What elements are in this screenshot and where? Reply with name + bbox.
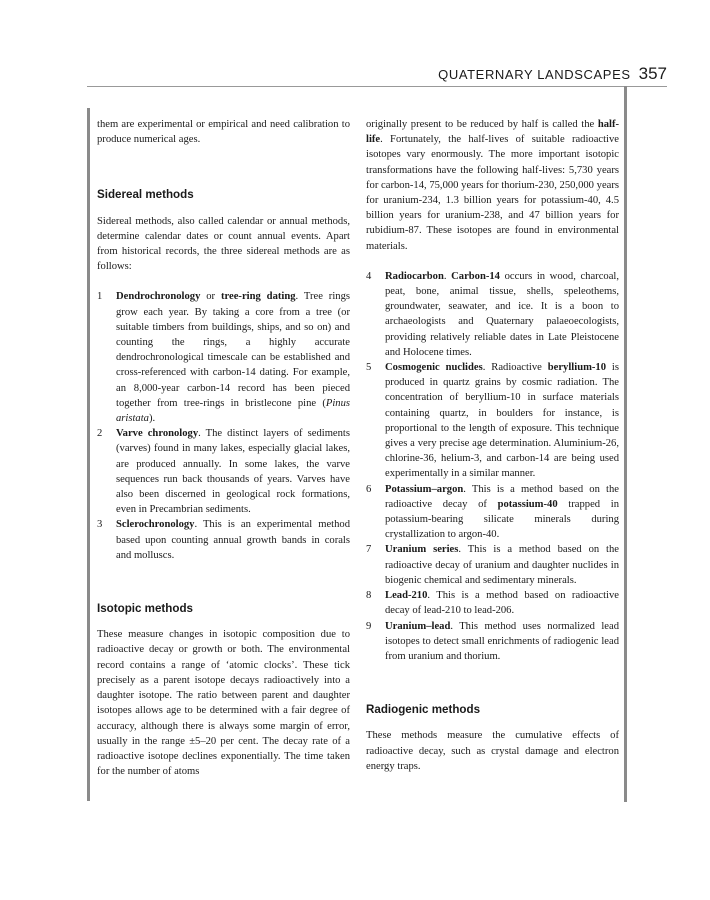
list-item: 5 Cosmogenic nuclides. Radioactive beryllium-10 is produced in quartz grains by cosmic radiation. The concentration of beryllium-10 in surface materials containing quartz, in boulders for instance, is proportional to the length of exposure. This technique gives a very precise age determination. Aluminium-26, chlorine-36, helium-3, and carbon-14 are being used experimentally in a similar manner. — [366, 362, 619, 480]
list-item: 6 Potassium–argon. This is a method based on the radioactive decay of potassium-40 trapped in potassium-bearing silicate minerals during crystallization to argon-40. — [366, 483, 619, 541]
radiogenic-paragraph: These methods measure the cumulative effects of radioactive decay, such as crystal damage and electron energy traps. — [366, 730, 619, 772]
item-text: occurs in wood, charcoal, peat, bone, animal tissue, shells, speleothems, groundwater, seawater, and ice. It is a boon to archaeologists and Quaternary palaeoecologists, providing relatively reliable dates in Late Pleistocene and Holocene times. — [385, 270, 619, 358]
sidereal-paragraph: Sidereal methods, also called calendar or annual methods, determine calendar dates or count annual events. Apart from historical records, the three sidereal methods are as follows: — [97, 215, 350, 273]
item-number: 8 — [366, 590, 372, 602]
item-term: Carbon-14 — [451, 270, 500, 282]
item-number: 2 — [97, 428, 103, 440]
list-item — [97, 517, 350, 563]
item-number: 3 — [97, 519, 103, 531]
item-term: Uranium–lead — [385, 620, 451, 632]
page-number: 357 — [638, 64, 667, 83]
list-item — [366, 542, 619, 588]
item-term: potassium-40 — [497, 498, 558, 510]
half-life-paragraph: originally present to be reduced by half is called the half-life. Fortunately, the half-lives of suitable radioactive isotopes vary enormously. The more important isotopic transformations have the following half-lives: 5,730 years for carbon-14, 75,000 years for thorium-230, 250,000 years for uranium-234, 1.3 billion years for potassium-40, 4.5 billion years for uranium-238, and 47 billion years for rubidium-87. These isotopes are found in environmental materials. — [366, 119, 619, 252]
item-term: Uranium series — [385, 544, 459, 556]
item-term: beryllium-10 — [547, 362, 607, 374]
isotopic-heading: Isotopic methods — [97, 602, 193, 616]
list-item — [366, 588, 619, 618]
radiogenic-heading: Radiogenic methods — [366, 703, 481, 717]
item-text: . This method uses normalized lead isotopes to detect small enrichments of radiogenic lead from uranium and thorium. — [385, 620, 619, 662]
running-title: QUATERNARY LANDSCAPES — [438, 67, 631, 82]
item-text: . Tree rings grow each year. By taking a core from a tree (or suitable timbers from buildings, ships, and so on) and counting the rings, a highly accurate dendrochronological timescale can be established and cross-referenced with carbon-14 dating. For example, an 8,000-year carbon-14 record has been pieced together from tree-rings in bristlecone pine ( — [116, 291, 350, 409]
item-term: Radiocarbon — [385, 270, 444, 282]
item-text: . This is a method based on radioactive decay of lead-210 to lead-206. — [385, 590, 619, 617]
list-item — [366, 619, 619, 665]
right-margin-bar — [624, 86, 627, 802]
item-term: Cosmogenic nuclides — [385, 362, 483, 374]
item-number: 9 — [366, 620, 372, 632]
item-term: Varve chronology — [116, 428, 199, 440]
running-header — [438, 64, 667, 84]
left-margin-bar — [87, 108, 90, 801]
item-text: . This is an experimental method based upon counting annual growth bands in corals and molluscs. — [116, 519, 350, 561]
item-term: Sclerochronology — [116, 519, 195, 531]
left-column — [97, 117, 350, 779]
item-term: tree-ring dating — [220, 291, 296, 303]
right-column — [366, 117, 619, 774]
list-item: 4 Radiocarbon. Carbon-14 occurs in wood, charcoal, peat, bone, animal tissue, shells, speleothems, groundwater, seawater, and ice. It is a boon to archaeologists and Quaternary palaeoecologists, providing relatively reliable dates in Late Pleistocene and Holocene times. — [366, 270, 619, 358]
item-number: 1 — [97, 291, 103, 303]
item-number: 6 — [366, 483, 372, 495]
continued-paragraph: them are experimental or empirical and need calibration to produce numerical ages. — [97, 119, 350, 146]
isotopic-paragraph: These measure changes in isotopic composition due to radioactive decay or growth or both. The environmental record contains a range of ‘atomic clocks’. These tick precisely as a parent isotope decays radioactively into a daughter isotope. The ratio between parent and daughter isotopes allows age to be determined with a fair degree of accuracy, although there is always some margin of error, usually in the range ±5–20 per cent. The decay rate of a radioactive isotope declines exponentially. The time taken for the number of atoms — [97, 629, 350, 778]
header-rule — [87, 86, 667, 87]
sidereal-list — [97, 289, 350, 563]
half-life-term: half-life — [366, 119, 619, 146]
list-item — [97, 426, 350, 517]
item-term: Potassium–argon — [385, 483, 464, 495]
item-number: 7 — [366, 544, 372, 556]
item-term: Dendrochronology — [116, 291, 201, 303]
item-text: is produced in quartz grains by cosmic radiation. The concentration of beryllium-10 in surface materials containing quartz, in boulders for instance, is proportional to the length of exposure. This technique gives a very precise age determination. Aluminium-26, chlorine-36, helium-3, and carbon-14 are being used experimentally in a similar manner. — [385, 362, 619, 480]
sidereal-heading: Sidereal methods — [97, 188, 194, 202]
item-number: 4 — [366, 270, 372, 282]
species-name: Pinus aristata — [116, 397, 350, 425]
isotopic-list — [366, 269, 619, 664]
item-number: 5 — [366, 362, 372, 374]
list-item: 1 Dendrochronology or tree-ring dating. Tree rings grow each year. By taking a core from a tree (or suitable timbers from buildings, ships, and so on) and counting the rings, a highly accurate dendrochronological timescale can be established and cross-referenced with carbon-14 dating. For example, an 8,000-year carbon-14 record has been pieced together from tree-rings in bristlecone pine (Pinus aristata). — [97, 291, 350, 425]
item-text: . This is a method based on the radioactive decay of uranium and daughter nuclides in biogenic chemical and sedimentary minerals. — [385, 544, 619, 586]
item-term: Lead-210 — [385, 590, 428, 602]
item-text: . The distinct layers of sediments (varves) found in many lakes, especially glacial lakes, are produced annually. In some lakes, the varve sequences run back thousands of years. Varves have also been discerned in geological rock formations, even in Precambrian sediments. — [116, 428, 350, 516]
item-text: trapped in potassium-bearing silicate minerals during crystallization to argon-40. — [385, 498, 619, 541]
